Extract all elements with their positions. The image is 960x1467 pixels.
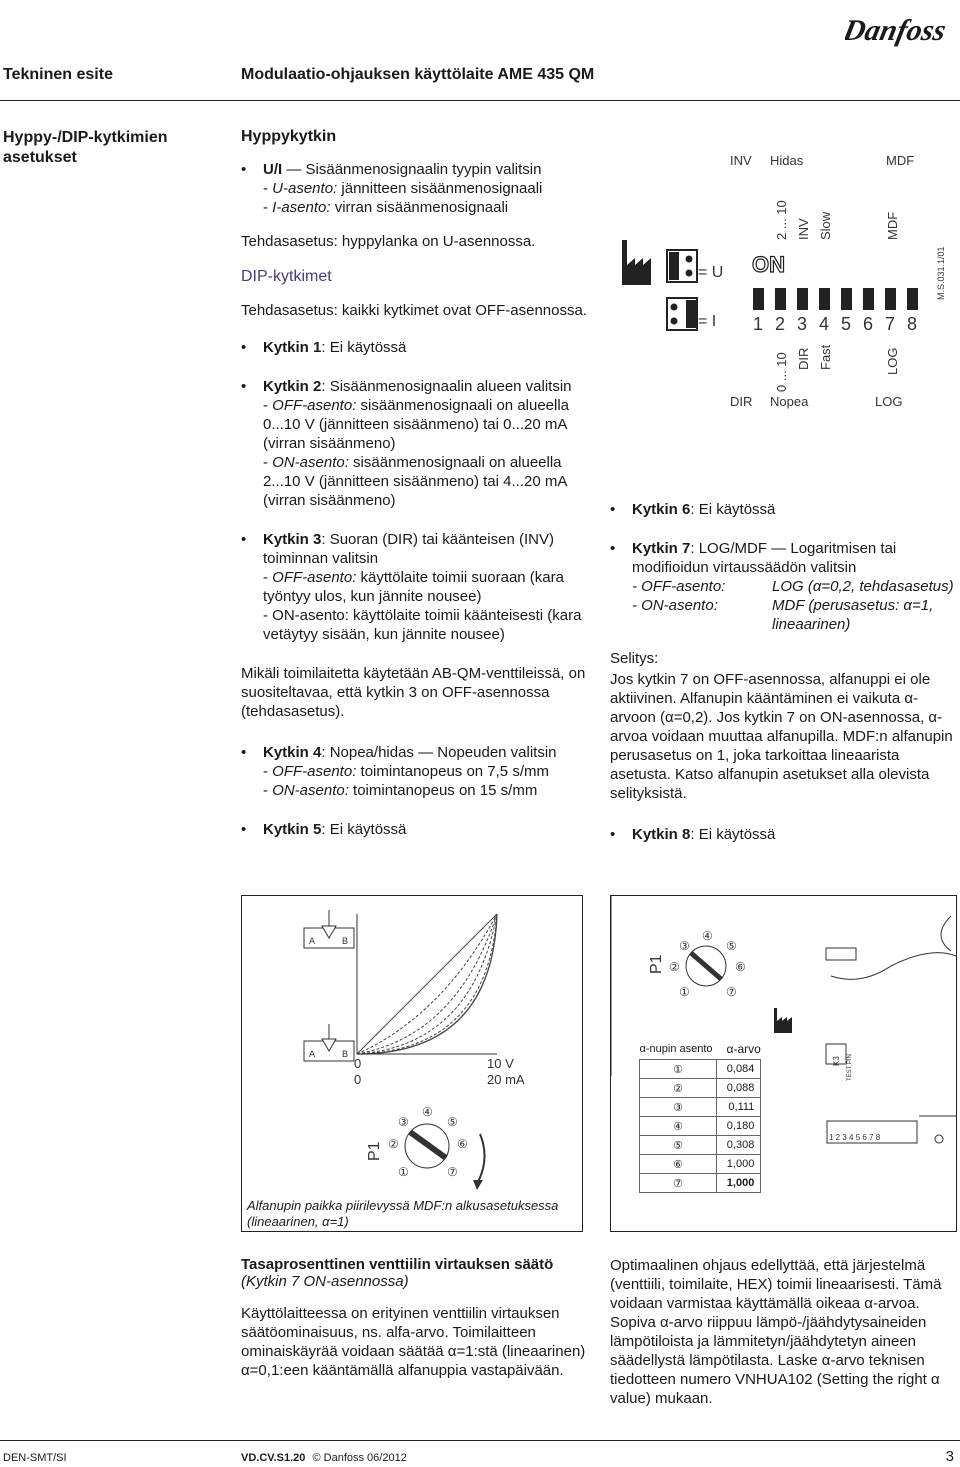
svg-text:⑦: ⑦ bbox=[726, 985, 737, 999]
th-position: α-nupin asento bbox=[639, 1043, 713, 1055]
label-hidas: Hidas bbox=[770, 153, 804, 168]
alpha-table: α-nupin asento α-arvo ① 0,084 ② 0,088 ③ 0,111 ④ 0,180 ⑤ 0,308 ⑥ 1,000 ⑦ 1,000 bbox=[639, 1041, 761, 1193]
svg-text:③: ③ bbox=[679, 939, 690, 953]
switch-5 bbox=[241, 820, 601, 839]
dip-switch-4 bbox=[819, 288, 830, 310]
danfoss-logo bbox=[845, 6, 955, 52]
svg-text:②: ② bbox=[388, 1137, 399, 1151]
dip-list-right bbox=[610, 500, 955, 634]
switch-7-off-value: LOG (α=0,2, tehdasasetus) bbox=[772, 578, 954, 595]
switch-2-off-text: sisäänmenosignaali on alueella 0...10 V (jännitteen sisäänmeno) tai 0...20 mA (virran sisäänmeno) bbox=[263, 397, 570, 452]
switch-4-on-label: ON-asento: bbox=[272, 782, 349, 799]
rot-log: LOG bbox=[885, 347, 900, 375]
dip-switch-7 bbox=[885, 288, 896, 310]
dip-list-left-2 bbox=[241, 743, 601, 839]
switch-3-label: Kytkin 3 bbox=[263, 531, 322, 548]
switch-7-label: Kytkin 7 bbox=[632, 540, 691, 557]
alpha-curves bbox=[357, 914, 497, 1054]
switch-7-off-label: - OFF-asento: bbox=[632, 578, 726, 595]
footer-center bbox=[241, 1452, 407, 1464]
dip-switch-1 bbox=[753, 288, 764, 310]
svg-text:①: ① bbox=[398, 1165, 409, 1179]
board-figure bbox=[610, 895, 957, 1232]
axis-i-20: 20 mA bbox=[487, 1072, 525, 1087]
ui-label: U/I bbox=[263, 161, 283, 178]
p1-label: P1 bbox=[366, 1141, 383, 1161]
svg-text:A: A bbox=[309, 1049, 316, 1059]
axis-v-0: 0 bbox=[354, 1056, 362, 1071]
num-4: 4 bbox=[819, 314, 830, 334]
switch-2-label: Kytkin 2 bbox=[263, 378, 322, 395]
switch-8-label: Kytkin 8 bbox=[632, 825, 691, 843]
switch-4-label: Kytkin 4 bbox=[263, 744, 322, 761]
switch-5-label: Kytkin 5 bbox=[263, 821, 322, 838]
legend-text: Jos kytkin 7 on OFF-asennossa, alfanuppi ei ole aktiivinen. Alfanupin kääntäminen ei vaikuta α-arvoon (α=0,2). Jos kytkin 7 on ON-asennossa, α-arvoa voidaan muuttaa alfanupilla. MDF:n alfanupin perusasetus on 1, joka tarkoittaa lineaarista asetusta. Katso alfanupin asetukset alla olevista selityksistä. bbox=[610, 670, 953, 802]
svg-text:⑤: ⑤ bbox=[447, 1115, 458, 1129]
rot-mdf: MDF bbox=[885, 211, 900, 240]
ui-sub1-label: U-asento: bbox=[272, 180, 338, 197]
num-5: 5 bbox=[841, 314, 852, 334]
jumper-heading: Hyppykytkin bbox=[241, 128, 337, 145]
switch-5-text: : Ei käytössä bbox=[321, 821, 407, 838]
rotation-arrow-icon bbox=[478, 1134, 485, 1182]
header-rule bbox=[0, 100, 960, 101]
dip-switches bbox=[753, 288, 918, 310]
label-mdf: MDF bbox=[886, 153, 915, 168]
page-number: 3 bbox=[945, 1448, 954, 1465]
ui-sub2-label: I-asento: bbox=[272, 199, 331, 216]
factory-dip: Tehdasasetus: kaikki kytkimet ovat OFF-asennossa. bbox=[241, 301, 587, 319]
num-2: 2 bbox=[775, 314, 786, 334]
footer-code: VD.CV.S1.20 bbox=[241, 1452, 306, 1464]
rot-dir: DIR bbox=[796, 347, 811, 370]
dip-switch-5 bbox=[841, 288, 852, 310]
header-left: Tekninen esite bbox=[3, 66, 113, 83]
bottom-left bbox=[241, 1256, 596, 1380]
label-inv: INV bbox=[730, 153, 752, 168]
axis-i-0: 0 bbox=[354, 1072, 362, 1087]
switch-6 bbox=[610, 500, 955, 519]
switch-6-text: : Ei käytössä bbox=[690, 501, 776, 518]
switch-7-title: Logaritmisen tai modifioidun virtaussäädön valitsin bbox=[632, 540, 897, 576]
svg-text:P1: P1 bbox=[648, 954, 665, 974]
dip-switch-3 bbox=[797, 288, 808, 310]
ui-sub1: jännitteen sisäänmenosignaali bbox=[341, 180, 543, 197]
switch-4-on-text: toimintanopeus on 15 s/mm bbox=[353, 782, 538, 799]
jumper-i-icon bbox=[667, 298, 697, 330]
svg-text:B: B bbox=[342, 936, 349, 946]
switch-3: • Kytkin 3: Suoran (DIR) tai käänteisen (INV) toiminnan valitsin - OFF-asento: käyttölaite toimii suoraan (kara työntyy ulos, kun jännite nousee) - ON-asento: käyttölaite toimii käänteisesti (kara vetäytyy sisään, kun jännite nousee) bbox=[241, 530, 601, 644]
svg-text:④: ④ bbox=[702, 929, 713, 943]
switch-2-on-text: sisäänmenosignaali on alueella 2...10 V (jännitteen sisäänmeno) tai 4...20 mA (virran sisäänmeno) bbox=[263, 454, 567, 509]
th-value: α-arvo bbox=[726, 1042, 761, 1056]
valve-icon-top bbox=[304, 910, 354, 948]
dip-switch-6 bbox=[863, 288, 874, 310]
switch-7: • Kytkin 7: LOG/MDF — Logaritmisen tai modifioidun virtaussäädön valitsin - OFF-asento: LOG (α=0,2, tehdasasetus) - ON-asento: MDF (perusasetus: α=1, lineaarinen) bbox=[610, 539, 955, 634]
switch-1 bbox=[241, 338, 601, 357]
svg-text:⑥: ⑥ bbox=[457, 1137, 468, 1151]
num-3: 3 bbox=[797, 314, 808, 334]
svg-text:A: A bbox=[309, 936, 316, 946]
svg-text:⑤: ⑤ bbox=[726, 939, 737, 953]
switch-3-text: : Suoran (DIR) tai käänteisen (INV) toiminnan valitsin bbox=[263, 531, 554, 567]
bottom-subheading: (Kytkin 7 ON-asennossa) bbox=[241, 1273, 409, 1290]
bottom-right-paragraph: Optimaalinen ohjaus edellyttää, että järjestelmä (venttiili, toimilaite, HEX) toimii lineaarisesti. Tämä voidaan varmistaa käyttämällä oikeaa α-arvoa. Sopiva α-arvo riippuu lämpö-/jäähdytysaineiden lämpötiloista ja lämmitetyn/jäähdytetyn aineen säädellystä lämpötilasta. Laske α-arvo teknisen tiedotteen numero VNHUA102 (Setting the right α value) mukaan. bbox=[610, 1257, 942, 1407]
svg-text:②: ② bbox=[669, 960, 680, 974]
rot-slow: Slow bbox=[818, 211, 833, 240]
switch-3-off-text: käyttölaite toimii suoraan (kara työntyy ulos, kun jännite nousee) bbox=[263, 569, 564, 605]
factory-icon-small bbox=[774, 1008, 792, 1033]
switch-8 bbox=[610, 825, 955, 844]
section-title: Hyppy-/DIP-kytkimien asetukset bbox=[3, 129, 168, 166]
svg-text:B: B bbox=[342, 1049, 349, 1059]
test-pin-label: TEST PIN bbox=[847, 1054, 853, 1081]
switch-2-on-label: ON-asento: bbox=[272, 454, 349, 471]
ui-sub2: virran sisäänmenosignaali bbox=[334, 199, 509, 216]
board-numbers: 1 2 3 4 5 6 7 8 bbox=[829, 1133, 881, 1142]
factory-jumper: Tehdasasetus: hyppylanka on U-asennossa. bbox=[241, 233, 536, 250]
right-column bbox=[610, 500, 955, 860]
label-nopea: Nopea bbox=[770, 394, 809, 409]
switch-3-off-label: OFF-asento: bbox=[272, 569, 357, 586]
left-column bbox=[241, 128, 601, 855]
switch-7-text: : LOG/MDF bbox=[690, 540, 768, 557]
factory-icon bbox=[622, 240, 651, 285]
switch-1-label: Kytkin 1 bbox=[263, 339, 322, 356]
num-8: 8 bbox=[907, 314, 918, 334]
rot-2-10: 2 ... 10 bbox=[774, 200, 789, 240]
switch-4-off-text: toimintanopeus on 7,5 s/mm bbox=[360, 763, 549, 780]
bottom-heading: Tasaprosenttinen venttiilin virtauksen säätö bbox=[241, 1256, 554, 1273]
svg-text:⑦: ⑦ bbox=[447, 1165, 458, 1179]
switch-3-on-text: ON-asento: käyttölaite toimii käänteisesti (kara vetäytyy sisään, kun jännite nousee) bbox=[263, 607, 582, 643]
label-on: ON bbox=[752, 252, 785, 277]
svg-text:①: ① bbox=[679, 985, 690, 999]
footer-rule bbox=[0, 1440, 960, 1441]
switch-1-text: : Ei käytössä bbox=[321, 339, 407, 356]
switch-7-on-label: - ON-asento: bbox=[632, 597, 718, 614]
ui-text: Sisäänmenosignaalin tyypin valitsin bbox=[305, 161, 542, 178]
switch-4-title: Nopeuden valitsin bbox=[437, 744, 557, 761]
switch-2-off-label: OFF-asento: bbox=[272, 397, 357, 414]
jumper-ui-item: • U/I — Sisäänmenosignaalin tyypin valitsin - U-asento: jännitteen sisäänmenosignaali - I-asento: virran sisäänmenosignaali bbox=[241, 160, 601, 217]
k3-label: K3 bbox=[832, 1056, 841, 1066]
switch-8-text: : Ei käytössä bbox=[690, 825, 776, 843]
dip-switch-2 bbox=[775, 288, 786, 310]
curve-figure bbox=[241, 895, 583, 1232]
num-7: 7 bbox=[885, 314, 896, 334]
footer-left: DEN-SMT/SI bbox=[3, 1452, 67, 1464]
dip-list-right-2 bbox=[610, 825, 955, 844]
ab-qm-note: Mikäli toimilaitetta käytetään AB-QM-venttileissä, on suositeltavaa, että kytkin 3 on OFF-asennossa (tehdasasetus). bbox=[241, 665, 586, 720]
rot-0-10: 0 ... 10 bbox=[774, 352, 789, 392]
rot-inv: INV bbox=[796, 218, 811, 240]
footer-copyright: © Danfoss 06/2012 bbox=[312, 1452, 407, 1464]
figure-code: M.S.031.1/01 bbox=[936, 246, 946, 300]
switch-4-text: : Nopea/hidas bbox=[321, 744, 414, 761]
header-title: Modulaatio-ohjauksen käyttölaite AME 435 QM bbox=[241, 66, 595, 83]
switch-4-off-label: OFF-asento: bbox=[272, 763, 357, 780]
label-u: = U bbox=[698, 264, 724, 281]
switch-2-text: : Sisäänmenosignaalin alueen valitsin bbox=[321, 378, 572, 395]
svg-text:⑥: ⑥ bbox=[735, 960, 746, 974]
figure-caption: Alfanupin paikka piirilevyssä MDF:n alkusasetuksessa (lineaarinen, α=1) bbox=[247, 1198, 559, 1229]
switch-7-on-value: MDF (perusasetus: α=1, lineaarinen) bbox=[772, 597, 934, 633]
label-i: = I bbox=[698, 313, 717, 330]
brand-wordmark: Danfoss bbox=[845, 13, 950, 47]
dip-switch-diagram bbox=[610, 130, 960, 430]
svg-text:③: ③ bbox=[398, 1115, 409, 1129]
rot-fast: Fast bbox=[818, 344, 833, 370]
alpha-knob-icon bbox=[405, 1124, 449, 1168]
num-1: 1 bbox=[753, 314, 764, 334]
legend-heading: Selitys: bbox=[610, 650, 659, 667]
jumper-list bbox=[241, 160, 601, 217]
label-log: LOG bbox=[875, 394, 903, 409]
axis-v-10: 10 V bbox=[487, 1056, 514, 1071]
valve-icon-bottom bbox=[304, 1024, 354, 1061]
num-6: 6 bbox=[863, 314, 874, 334]
dip-list-left bbox=[241, 338, 601, 644]
svg-text:④: ④ bbox=[422, 1105, 433, 1119]
switch-4: • Kytkin 4: Nopea/hidas — Nopeuden valitsin - OFF-asento: toimintanopeus on 7,5 s/mm - ON-asento: toimintanopeus on 15 s/mm bbox=[241, 743, 601, 800]
dip-heading: DIP-kytkimet bbox=[241, 267, 332, 285]
dip-switch-8 bbox=[907, 288, 918, 310]
jumper-u-icon bbox=[667, 250, 697, 282]
label-dir: DIR bbox=[730, 394, 753, 409]
bottom-left-paragraph: Käyttölaitteessa on erityinen venttiilin virtauksen säätöominaisuus, ns. alfa-arvo. Toimilaitteen ominaiskäyrää voidaan säätää α=1:stä (lineaarinen) α=0,1:een kääntämällä alfanuppia vastapäivään. bbox=[241, 1305, 586, 1379]
switch-2: • Kytkin 2: Sisäänmenosignaalin alueen valitsin - OFF-asento: sisäänmenosignaali on alueella 0...10 V (jännitteen sisäänmeno) tai 0...20 mA (virran sisäänmeno) - ON-asento: sisäänmenosignaali on alueella 2...10 V (jännitteen sisäänmeno) tai 4...20 mA (virran sisäänmeno) bbox=[241, 377, 601, 510]
switch-6-label: Kytkin 6 bbox=[632, 501, 691, 518]
